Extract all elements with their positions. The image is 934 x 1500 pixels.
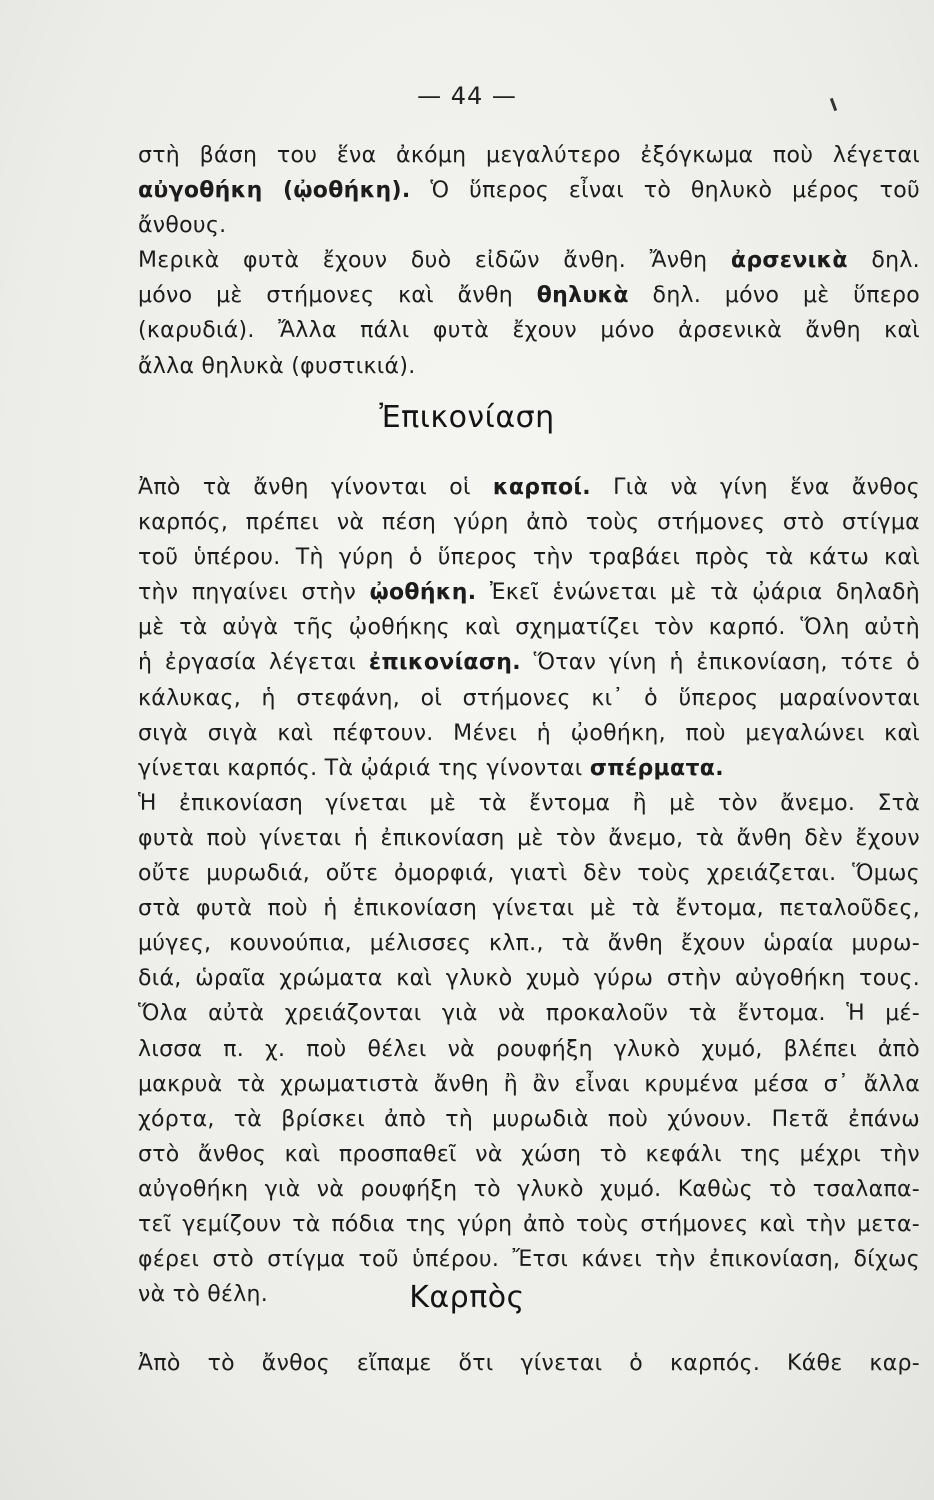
- text-line: [138, 610, 920, 645]
- text-run: τὴν πηγαίνει στὴν: [138, 580, 370, 606]
- text-run: στὰ φυτὰ ποὺ ἡ ἐπικονίαση γίνεται μὲ τὰ ἔντομα, πεταλοῦδες,: [138, 896, 920, 922]
- text-run: φέρει στὸ στίγμα τοῦ ὑπέρου. Ἔτσι κάνει τὴν ἐπικονίαση, δίχως: [138, 1247, 920, 1273]
- text-run: λισσα π. χ. ποὺ θέλει νὰ ρουφήξη γλυκὸ χυμό, βλέπει ἀπὸ: [138, 1036, 920, 1062]
- text-line: [138, 313, 920, 348]
- text-run: νὰ τὸ θέλη.: [138, 1282, 269, 1308]
- text-run: Ἡ ἐπικονίαση γίνεται μὲ τὰ ἔντομα ἢ μὲ τὸν ἄνεμο. Στὰ: [138, 790, 920, 816]
- text-line: [138, 243, 920, 278]
- bold-term: καρποί.: [492, 475, 591, 500]
- text-line: [138, 1102, 920, 1137]
- text-run: ἡ ἐργασία λέγεται: [138, 650, 369, 676]
- text-line: [138, 1172, 920, 1207]
- text-line: [138, 470, 920, 505]
- text-line: [138, 821, 920, 856]
- text-run: μὲ τὰ αὐγὰ τῆς ᾠοθήκης καὶ σχηματίζει τὸν καρπό. Ὅλη αὐτὴ: [138, 615, 920, 641]
- text-line: [138, 716, 920, 751]
- paragraph-pollination: [138, 470, 920, 1312]
- text-run: (καρυδιά). Ἄλλα πάλι φυτὰ ἔχουν μόνο ἀρσενικὰ ἄνθη καὶ: [138, 318, 920, 344]
- text-line: [138, 1137, 920, 1172]
- text-line: [138, 575, 920, 610]
- text-run: Ὅλα αὐτὰ χρειάζονται γιὰ νὰ προκαλοῦν τὰ ἔντομα. Ἡ μέ-: [138, 1001, 920, 1027]
- text-run: χόρτα, τὰ βρίσκει ἀπὸ τὴ μυρωδιὰ ποὺ χύνουν. Πετᾶ ἐπάνω: [138, 1106, 920, 1132]
- text-line: [138, 751, 920, 786]
- text-run: Γιὰ νὰ γίνη ἕνα ἄνθος: [590, 475, 920, 500]
- text-line: [138, 786, 920, 821]
- text-run: μακρυὰ τὰ χρωματιστὰ ἄνθη ἢ ἂν εἶναι κρυμένα μέσα σ᾿ ἄλλα: [138, 1071, 920, 1097]
- bold-term: σπέρματα.: [589, 755, 724, 781]
- text-run: Ἐκεῖ ἑνώνεται μὲ τὰ ᾠάρια δηλαδὴ: [476, 580, 920, 606]
- text-run: τοῦ ὑπέρου. Τὴ γύρη ὁ ὕπερος τὴν τραβάει πρὸς τὰ κάτω καὶ: [138, 545, 920, 571]
- paragraph-stamen-continuation: [138, 138, 920, 384]
- text-run: αὐγοθήκη γιὰ νὰ ρουφήξη τὸ γλυκὸ χυμό. Καθὼς τὸ τσαλαπα-: [138, 1176, 920, 1202]
- text-line: [138, 1207, 920, 1242]
- text-line: [138, 1346, 920, 1381]
- text-run: στὸ ἄνθος καὶ προσπαθεῖ νὰ χώση τὸ κεφάλι της μέχρι τὴν: [138, 1141, 920, 1167]
- text-run: Μερικὰ φυτὰ ἔχουν δυὸ εἰδῶν ἄνθη. Ἄνθη: [138, 248, 731, 274]
- paragraph-fruit-start: [138, 1346, 920, 1381]
- text-line: [138, 173, 920, 208]
- text-run: οὔτε μυρωδιά, οὔτε ὀμορφιά, γιατὶ δὲν τοὺς χρειάζεται. Ὅμως: [138, 861, 920, 887]
- text-line: [138, 1032, 920, 1067]
- text-line: [138, 505, 920, 540]
- text-run: Ὁ ὕπερος εἶναι τὸ θηλυκὸ μέρος τοῦ: [410, 178, 920, 204]
- text-run: μύγες, κουνούπια, μέλισσες κλπ., τὰ ἄνθη ἔχουν ὡραία μυρω-: [138, 931, 920, 957]
- text-line: [138, 349, 920, 384]
- page-number: — 44 —: [417, 82, 517, 110]
- text-run: τεῖ γεμίζουν τὰ πόδια της γύρη ἀπὸ τοὺς στήμονες καὶ τὴν μετα-: [138, 1211, 920, 1237]
- text-run: Ἀπὸ τὰ ἄνθη γίνονται οἱ: [138, 475, 493, 500]
- text-run: στὴ βάση του ἕνα ἀκόμη μεγαλύτερο ἐξόγκωμα ποὺ λέγεται: [138, 143, 920, 168]
- text-run: διά, ὡραῖα χρώματα καὶ γλυκὸ χυμὸ γύρω στὴν αὐγοθήκη τους.: [138, 966, 920, 992]
- text-line: [138, 926, 920, 961]
- text-line: [138, 996, 920, 1031]
- text-line: [138, 856, 920, 891]
- bold-term: ᾠοθήκη.: [369, 580, 477, 606]
- text-run: γίνεται καρπός. Τὰ ᾠάριά της γίνονται: [138, 755, 590, 781]
- text-run: δηλ. μόνο μὲ ὕπερο: [628, 283, 920, 309]
- text-run: μόνο μὲ στήμονες καὶ ἄνθη: [138, 283, 537, 309]
- bold-term: ἀρσενικὰ: [730, 248, 848, 274]
- heading-fruit: Καρπὸς: [409, 1280, 525, 1315]
- text-line: [138, 681, 920, 716]
- text-run: ἄνθους.: [138, 213, 227, 239]
- text-line: [138, 1067, 920, 1102]
- text-line: [138, 891, 920, 926]
- text-line: [138, 278, 920, 313]
- text-run: φυτὰ ποὺ γίνεται ἡ ἐπικονίαση μὲ τὸν ἄνεμο, τὰ ἄνθη δὲν ἔχουν: [138, 825, 920, 851]
- bold-term: αὐγοθήκη (ᾠοθήκη).: [138, 178, 411, 204]
- text-line: [138, 208, 920, 243]
- bold-term: ἐπικονίαση.: [368, 650, 521, 676]
- text-run: δηλ.: [847, 248, 920, 274]
- text-run: ἄλλα θηλυκὰ (φυστικιά).: [138, 353, 416, 379]
- text-run: κάλυκας, ἡ στεφάνη, οἱ στήμονες κι᾿ ὁ ὕπερος μαραίνονται: [138, 685, 920, 711]
- heading-pollination: Ἐπικονίαση: [379, 400, 555, 435]
- text-run: Ἀπὸ τὸ ἄνθος εἴπαμε ὅτι γίνεται ὁ καρπός. Κάθε καρ-: [138, 1351, 920, 1376]
- text-run: σιγὰ σιγὰ καὶ πέφτουν. Μένει ἡ ᾠοθήκη, ποὺ μεγαλώνει καὶ: [138, 720, 920, 746]
- text-run: καρπός, πρέπει νὰ πέση γύρη ἀπὸ τοὺς στήμονες στὸ στίγμα: [138, 510, 920, 536]
- text-line: [138, 540, 920, 575]
- text-line: [138, 645, 920, 680]
- bold-term: θηλυκὰ: [536, 283, 629, 309]
- text-line: [138, 1242, 920, 1277]
- text-line: [138, 961, 920, 996]
- text-run: Ὅταν γίνη ἡ ἐπικονίαση, τότε ὁ: [520, 650, 921, 676]
- text-line: [138, 138, 920, 173]
